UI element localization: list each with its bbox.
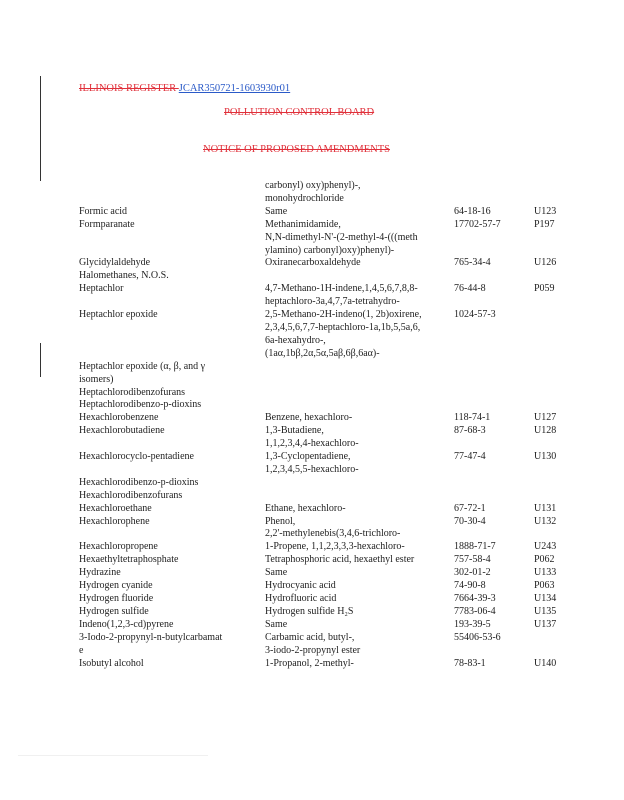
synonym-cell: heptachloro-3a,4,7,7a-tetrahydro-	[265, 296, 400, 308]
cas-number-cell	[454, 528, 534, 541]
chemical-name-cell	[79, 180, 265, 193]
synonym-cell: Tetraphosphoric acid, hexaethyl ester	[265, 554, 415, 566]
cas-number-cell	[454, 464, 534, 477]
chemical-name-cell: Heptachlorodibenzo-p-dioxins	[79, 399, 202, 411]
chemical-name-cell	[79, 348, 265, 361]
waste-code-cell: U131	[534, 502, 557, 514]
cas-number-cell: 193-39-5	[454, 618, 491, 630]
waste-code-cell: U132	[534, 515, 557, 527]
cas-number-cell: 55406-53-6	[454, 631, 501, 643]
waste-code-cell	[534, 180, 574, 193]
table-row	[79, 399, 574, 412]
synonym-cell: Same	[265, 567, 288, 579]
cas-number-cell: 67-72-1	[454, 502, 486, 514]
cas-number-cell	[454, 490, 534, 503]
chemical-name-cell: Hexachlorodibenzofurans	[79, 489, 183, 501]
synonym-cell: (1aα,1bβ,2α,5α,5aβ,6β,6aα)-	[265, 347, 380, 359]
waste-code-cell	[534, 361, 574, 374]
cas-number-cell: 1024-57-3	[454, 309, 496, 321]
chemical-name-cell	[79, 245, 265, 258]
waste-code-cell	[534, 335, 574, 348]
cas-number-cell	[454, 180, 534, 193]
waste-code-cell: U123	[534, 205, 557, 217]
table-row	[79, 387, 574, 400]
cas-number-cell	[454, 335, 534, 348]
waste-code-cell: U127	[534, 412, 557, 424]
chemical-name-cell: Hexachloroethane	[79, 502, 152, 514]
synonym-cell: Hydrofluoric acid	[265, 593, 337, 604]
waste-code-cell	[534, 438, 574, 451]
waste-code-cell	[534, 632, 574, 645]
table-row	[79, 309, 574, 322]
synonym-cell	[265, 361, 454, 374]
synonym-cell: 1,2,3,4,5,5-hexachloro-	[265, 463, 359, 475]
waste-code-cell: U128	[534, 425, 557, 437]
table-row	[79, 270, 574, 283]
cas-number-cell: 1888-71-7	[454, 541, 496, 553]
cas-number-cell: 765-34-4	[454, 257, 491, 269]
cas-number-cell	[454, 374, 534, 387]
synonym-cell: 2,5-Methano-2H-indeno(1, 2b)oxirene,	[265, 309, 422, 321]
chemical-name-cell: Hexaethyltetraphosphate	[79, 554, 179, 566]
table-row	[79, 245, 574, 258]
table-row	[79, 580, 574, 593]
cas-number-cell: 64-18-16	[454, 205, 491, 217]
waste-code-cell	[534, 296, 574, 309]
waste-code-cell	[534, 232, 574, 245]
table-row	[79, 412, 574, 425]
chemical-name-cell: Heptachlor epoxide	[79, 309, 158, 321]
table-row	[79, 438, 574, 451]
waste-code-cell: U126	[534, 257, 557, 269]
synonym-cell: Hydrogen sulfide H₂S	[265, 605, 354, 617]
table-row	[79, 464, 574, 477]
chemical-name-cell: Hydrazine	[79, 567, 121, 579]
synonym-cell	[265, 270, 454, 283]
chemical-name-cell: Formparanate	[79, 218, 135, 230]
table-row	[79, 528, 574, 541]
synonym-cell: Hydrocyanic acid	[265, 580, 336, 592]
cas-number-cell: 78-83-1	[454, 657, 486, 669]
synonym-cell: Oxiranecarboxaldehyde	[265, 257, 361, 269]
table-row	[79, 645, 574, 658]
waste-code-cell: U137	[534, 618, 557, 630]
chemical-name-cell: isomers)	[79, 373, 114, 385]
waste-code-cell: P062	[534, 554, 555, 566]
chemical-name-cell: Hexachlorocyclo-pentadiene	[79, 451, 194, 463]
cas-number-cell: 302-01-2	[454, 567, 491, 579]
table-row	[79, 361, 574, 374]
chemical-name-cell	[79, 232, 265, 245]
waste-code-cell: U130	[534, 451, 557, 463]
synonym-cell: 2,2'-methylenebis(3,4,6-trichloro-	[265, 528, 401, 540]
synonym-cell: 3-iodo-2-propynyl ester	[265, 644, 361, 656]
chemical-name-cell: Glycidylaldehyde	[79, 257, 151, 269]
chemical-name-cell: Isobutyl alcohol	[79, 657, 144, 669]
table-row	[79, 541, 574, 554]
table-row	[79, 593, 574, 606]
cas-number-cell	[454, 645, 534, 658]
synonym-cell: N,N-dimethyl-N'-(2-methyl-4-(((meth	[265, 231, 418, 243]
synonym-cell: Same	[265, 205, 288, 217]
waste-code-cell: U134	[534, 593, 557, 604]
chemical-name-cell	[79, 464, 265, 477]
chemical-name-cell	[79, 296, 265, 309]
cas-number-cell	[454, 193, 534, 206]
table-row	[79, 503, 574, 516]
table-body	[79, 180, 574, 670]
register-code-inserted[interactable]: JCAR350721-1603930r01	[178, 83, 291, 94]
synonym-cell	[265, 477, 454, 490]
chemical-name-cell	[79, 193, 265, 206]
table-row	[79, 619, 574, 632]
table-row	[79, 658, 574, 671]
table-row	[79, 567, 574, 580]
waste-code-cell: P197	[534, 218, 555, 230]
cas-number-cell	[454, 296, 534, 309]
chemical-name-cell: Hexachlorophene	[79, 515, 150, 527]
cas-number-cell	[454, 361, 534, 374]
table-row	[79, 180, 574, 193]
synonym-cell: 2,3,4,5,6,7,7-heptachloro-1a,1b,5,5a,6,	[265, 321, 421, 333]
chemical-name-cell: Halomethanes, N.O.S.	[79, 270, 169, 282]
waste-code-cell	[534, 309, 574, 322]
waste-code-cell	[534, 348, 574, 361]
cas-number-cell: 7664-39-3	[454, 593, 496, 604]
synonym-cell: 1,1,2,3,4,4-hexachloro-	[265, 438, 359, 450]
cas-number-cell	[454, 270, 534, 283]
waste-code-cell: U140	[534, 657, 557, 669]
chemical-name-cell: Formic acid	[79, 205, 128, 217]
waste-code-cell	[534, 193, 574, 206]
cas-number-cell: 17702-57-7	[454, 218, 501, 230]
waste-code-cell	[534, 374, 574, 387]
register-title-struck: ILLINOIS REGISTER	[79, 83, 179, 94]
cas-number-cell: 74-90-8	[454, 580, 486, 592]
cas-number-cell: 77-47-4	[454, 451, 486, 463]
table-row	[79, 374, 574, 387]
cas-number-cell	[454, 438, 534, 451]
waste-code-cell: U133	[534, 567, 557, 579]
cas-number-cell	[454, 232, 534, 245]
waste-code-cell: U135	[534, 605, 557, 617]
waste-code-cell: P059	[534, 283, 555, 295]
waste-code-cell	[534, 387, 574, 400]
waste-code-cell	[534, 270, 574, 283]
table-row	[79, 606, 574, 619]
hazardous-constituents-table	[79, 180, 574, 670]
synonym-cell	[265, 374, 454, 387]
cas-number-cell: 757-58-4	[454, 554, 491, 566]
table-row	[79, 425, 574, 438]
notice-title: NOTICE OF PROPOSED AMENDMENTS	[203, 144, 390, 155]
chemical-name-cell	[79, 322, 265, 335]
chemical-name-cell: Heptachlorodibenzofurans	[79, 386, 186, 398]
synonym-cell: 1,3-Cyclopentadiene,	[265, 451, 351, 463]
footer-divider	[18, 755, 208, 756]
cas-number-cell	[454, 348, 534, 361]
synonym-cell: 1-Propene, 1,1,2,3,3,3-hexachloro-	[265, 541, 405, 553]
synonym-cell: 1,3-Butadiene,	[265, 425, 324, 437]
cas-number-cell	[454, 399, 534, 412]
table-row	[79, 335, 574, 348]
waste-code-cell	[534, 322, 574, 335]
chemical-name-cell	[79, 438, 265, 451]
waste-code-cell	[534, 399, 574, 412]
synonym-cell	[265, 490, 454, 503]
waste-code-cell	[534, 490, 574, 503]
chemical-name-cell: Hexachlorodibenzo-p-dioxins	[79, 476, 199, 488]
waste-code-cell	[534, 645, 574, 658]
waste-code-cell	[534, 477, 574, 490]
table-row	[79, 283, 574, 296]
cas-number-cell: 76-44-8	[454, 283, 486, 295]
waste-code-cell: P063	[534, 580, 555, 592]
table-row	[79, 193, 574, 206]
cas-number-cell: 118-74-1	[454, 412, 491, 424]
synonym-cell: Benzene, hexachloro-	[265, 412, 353, 424]
chemical-name-cell: Hexachlorobenzene	[79, 412, 159, 424]
cas-number-cell	[454, 245, 534, 258]
chemical-name-cell: Indeno(1,2,3-cd)pyrene	[79, 618, 174, 630]
synonym-cell: 6a-hexahydro-,	[265, 334, 326, 346]
table-row	[79, 451, 574, 464]
synonym-cell: Methanimidamide,	[265, 218, 341, 230]
waste-code-cell: U243	[534, 541, 557, 553]
register-header	[79, 83, 290, 94]
synonym-cell: 4,7-Methano-1H-indene,1,4,5,6,7,8,8-	[265, 283, 418, 295]
change-bar-middle	[40, 343, 41, 377]
synonym-cell: monohydrochloride	[265, 192, 344, 204]
chemical-name-cell: Heptachlor epoxide (α, β, and γ	[79, 360, 206, 372]
cas-number-cell	[454, 387, 534, 400]
table-row	[79, 477, 574, 490]
chemical-name-cell: 3-Iodo-2-propynyl-n-butylcarbamat	[79, 631, 223, 643]
cas-number-cell: 70-30-4	[454, 515, 486, 527]
cas-number-cell: 7783-06-4	[454, 605, 496, 617]
chemical-name-cell: e	[79, 644, 84, 656]
cas-number-cell	[454, 477, 534, 490]
synonym-cell: 1-Propanol, 2-methyl-	[265, 657, 354, 669]
table-row	[79, 322, 574, 335]
table-row	[79, 490, 574, 503]
table-row	[79, 632, 574, 645]
chemical-name-cell	[79, 335, 265, 348]
table-row	[79, 257, 574, 270]
cas-number-cell	[454, 322, 534, 335]
board-title: POLLUTION CONTROL BOARD	[224, 107, 375, 118]
table-row	[79, 348, 574, 361]
synonym-cell: carbonyl) oxy)phenyl)-,	[265, 180, 361, 191]
chemical-name-cell: Hexachlorobutadiene	[79, 425, 165, 437]
synonym-cell	[265, 399, 454, 412]
waste-code-cell	[534, 464, 574, 477]
change-bar-top	[40, 76, 41, 181]
synonym-cell	[265, 387, 454, 400]
table-row	[79, 516, 574, 529]
table-row	[79, 554, 574, 567]
synonym-cell: Phenol,	[265, 515, 296, 527]
synonym-cell: Carbamic acid, butyl-,	[265, 631, 355, 643]
chemical-name-cell: Hydrogen sulfide	[79, 605, 149, 617]
synonym-cell: ylamino) carbonyl)oxy)phenyl)-	[265, 244, 395, 256]
chemical-name-cell: Hydrogen fluoride	[79, 593, 154, 604]
cas-number-cell: 87-68-3	[454, 425, 486, 437]
chemical-name-cell: Heptachlor	[79, 283, 124, 295]
chemical-name-cell	[79, 528, 265, 541]
waste-code-cell	[534, 528, 574, 541]
table-row	[79, 232, 574, 245]
synonym-cell: Ethane, hexachloro-	[265, 502, 346, 514]
waste-code-cell	[534, 245, 574, 258]
table-row	[79, 219, 574, 232]
chemical-name-cell: Hydrogen cyanide	[79, 580, 153, 592]
table-row	[79, 296, 574, 309]
chemical-name-cell: Hexachloropropene	[79, 541, 158, 553]
synonym-cell: Same	[265, 618, 288, 630]
table-row	[79, 206, 574, 219]
